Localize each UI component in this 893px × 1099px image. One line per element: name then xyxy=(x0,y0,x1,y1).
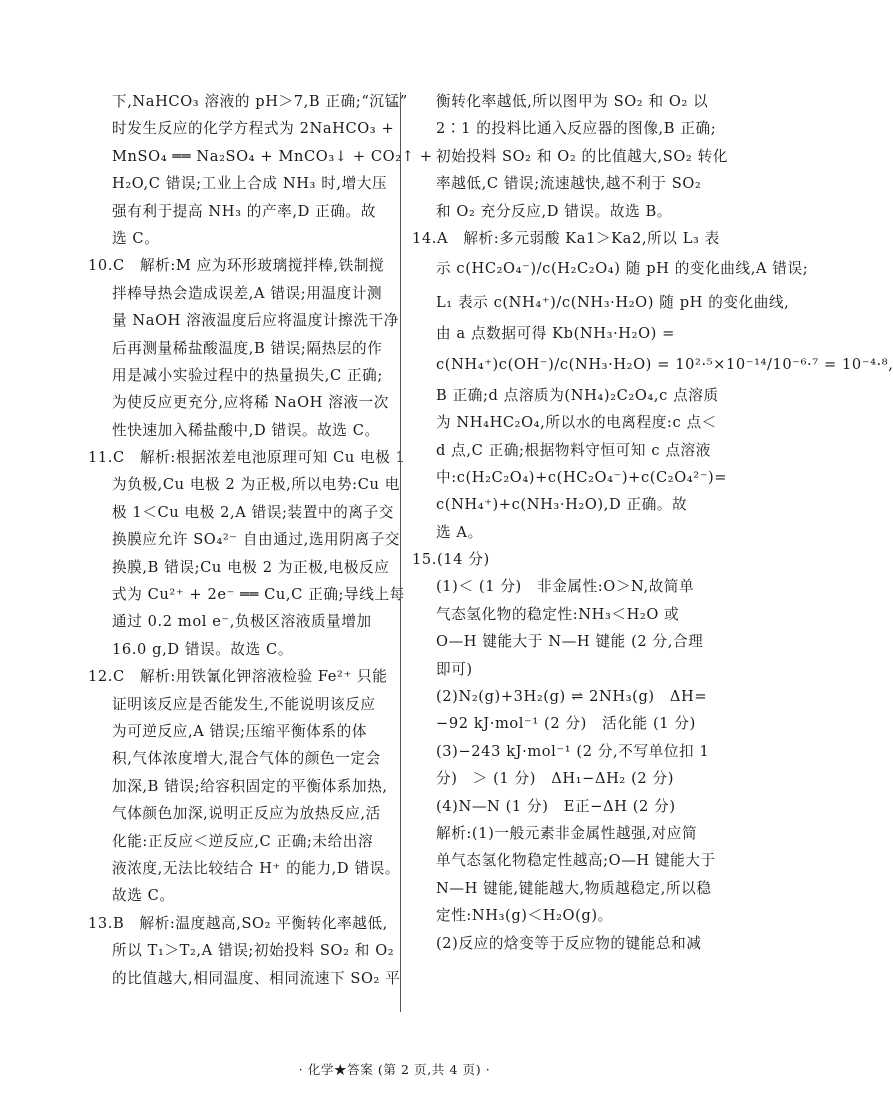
text-line: 强有利于提高 NH₃ 的产率,D 正确。故 xyxy=(112,202,376,220)
text-line: 衡转化率越低,所以图甲为 SO₂ 和 O₂ 以 xyxy=(436,93,709,110)
text-line: L₁ 表示 c(NH₄⁺)/c(NH₃·H₂O) 随 pH 的变化曲线, xyxy=(436,294,790,312)
text-line: 12.C 解析:用铁氰化钾溶液检验 Fe²⁺ 只能 xyxy=(88,668,388,686)
text-line: 14.A 解析:多元弱酸 Ka1＞Ka2,所以 L₃ 表 xyxy=(412,229,720,247)
right-column xyxy=(412,88,893,957)
text-line: c(NH₄⁺)c(OH⁻)/c(NH₃·H₂O) = 10²·⁵×10⁻¹⁴/10⁻⁶·⁷ = 10⁻⁴·⁸, xyxy=(436,355,893,373)
text-line: 选 C。 xyxy=(112,229,160,247)
text-line: 用是减小实验过程中的热量损失,C 正确; xyxy=(112,366,383,384)
text-line: −92 kJ·mol⁻¹ (2 分) 活化能 (1 分) xyxy=(436,715,696,733)
text-line: 换膜,B 错误;Cu 电极 2 为正极,电极反应 xyxy=(112,558,390,576)
text-line: B 正确;d 点溶质为(NH₄)₂C₂O₄,c 点溶质 xyxy=(436,386,719,404)
text-line: 选 A。 xyxy=(436,523,483,541)
text-line: 2∶1 的投料比通入反应器的图像,B 正确; xyxy=(436,120,717,138)
text-line: 单气态氢化物稳定性越高;O—H 键能大于 xyxy=(436,852,716,870)
text-line: 积,气体浓度增大,混合气体的颜色一定会 xyxy=(112,750,381,768)
text-line: 为 NH₄HC₂O₄,所以水的电离程度:c 点＜ xyxy=(436,414,717,432)
text-line: 量 NaOH 溶液温度后应将温度计擦洗干净 xyxy=(112,312,399,330)
text-line: 由 a 点数据可得 Kb(NH₃·H₂O) = xyxy=(436,325,676,343)
text-line: (2)N₂(g)+3H₂(g) ⇌ 2NH₃(g) ΔH= xyxy=(436,688,708,706)
text-line: (1)＜ (1 分) 非金属性:O＞N,故简单 xyxy=(436,578,695,596)
text-line: 式为 Cu²⁺ + 2e⁻ ══ Cu,C 正确;导线上每 xyxy=(112,586,405,604)
text-line: 分) ＞ (1 分) ΔH₁−ΔH₂ (2 分) xyxy=(436,770,675,788)
text-line: MnSO₄ ══ Na₂SO₄ + MnCO₃↓ + CO₂↑ + xyxy=(112,147,433,165)
column-divider xyxy=(400,92,401,1012)
text-line: 13.B 解析:温度越高,SO₂ 平衡转化率越低, xyxy=(88,914,388,932)
text-line: 中:c(H₂C₂O₄)+c(HC₂O₄⁻)+c(C₂O₄²⁻)= xyxy=(436,468,728,486)
text-line: 拌棒导热会造成误差,A 错误;用温度计测 xyxy=(112,284,383,302)
page-footer: · 化学★答案 (第 2 页,共 4 页) · xyxy=(298,1062,491,1077)
text-line: 和 O₂ 充分反应,D 错误。故选 B。 xyxy=(436,202,672,220)
text-line: c(NH₄⁺)+c(NH₃·H₂O),D 正确。故 xyxy=(436,496,688,514)
text-line: (3)−243 kJ·mol⁻¹ (2 分,不写单位扣 1 xyxy=(436,742,710,760)
text-line: 示 c(HC₂O₄⁻)/c(H₂C₂O₄) 随 pH 的变化曲线,A 错误; xyxy=(436,260,809,278)
text-line: 化能:正反应＜逆反应,C 正确;未给出溶 xyxy=(112,832,374,850)
text-line: 故选 C。 xyxy=(112,887,175,905)
text-line: 换膜应允许 SO₄²⁻ 自由通过,选用阴离子交 xyxy=(112,531,400,549)
text-line: O—H 键能大于 N—H 键能 (2 分,合理 xyxy=(436,633,704,651)
text-line: 极 1＜Cu 电极 2,A 错误;装置中的离子交 xyxy=(112,503,394,521)
text-line: 后再测量稀盐酸温度,B 错误;隔热层的作 xyxy=(112,339,383,357)
text-line: 证明该反应是否能发生,不能说明该反应 xyxy=(112,695,376,713)
text-line: 率越低,C 错误;流速越快,越不利于 SO₂ xyxy=(436,175,702,193)
text-line: 气体颜色加深,说明正反应为放热反应,活 xyxy=(112,805,381,823)
text-line: 11.C 解析:根据浓差电池原理可知 Cu 电极 1 xyxy=(88,449,406,467)
text-line: 为可逆反应,A 错误;压缩平衡体系的体 xyxy=(112,722,368,740)
text-line: 定性:NH₃(g)＜H₂O(g)。 xyxy=(436,907,613,925)
text-line: 为负极,Cu 电极 2 为正极,所以电势:Cu 电 xyxy=(112,476,400,494)
text-line: N—H 键能,键能越大,物质越稳定,所以稳 xyxy=(436,879,712,897)
text-line: 初始投料 SO₂ 和 O₂ 的比值越大,SO₂ 转化 xyxy=(436,147,728,165)
text-line: 解析:(1)一般元素非金属性越强,对应简 xyxy=(436,824,698,842)
text-line: 的比值越大,相同温度、相同流速下 SO₂ 平 xyxy=(112,969,401,987)
text-line: 下,NaHCO₃ 溶液的 pH＞7,B 正确;“沉锰” xyxy=(112,93,408,110)
text-line: 10.C 解析:M 应为环形玻璃搅拌棒,铁制搅 xyxy=(88,257,385,275)
text-line: 液浓度,无法比较结合 H⁺ 的能力,D 错误。 xyxy=(112,859,401,877)
text-line: 16.0 g,D 错误。故选 C。 xyxy=(112,640,294,658)
text-line: 通过 0.2 mol e⁻,负极区溶液质量增加 xyxy=(112,613,372,631)
text-line: 所以 T₁＞T₂,A 错误;初始投料 SO₂ 和 O₂ xyxy=(112,942,395,960)
text-line: (2)反应的焓变等于反应物的键能总和减 xyxy=(436,934,702,952)
text-line: (4)N—N (1 分) E正−ΔH (2 分) xyxy=(436,797,676,815)
text-line: d 点,C 正确;根据物料守恒可知 c 点溶液 xyxy=(436,441,711,459)
text-line: 加深,B 错误;给容积固定的平衡体系加热, xyxy=(112,777,388,795)
left-column xyxy=(88,88,433,992)
text-line: 气态氢化物的稳定性:NH₃＜H₂O 或 xyxy=(436,605,680,623)
text-line: 性快速加入稀盐酸中,D 错误。故选 C。 xyxy=(112,421,380,439)
text-line: 为使反应更充分,应将稀 NaOH 溶液一次 xyxy=(112,394,389,412)
text-line: H₂O,C 错误;工业上合成 NH₃ 时,增大压 xyxy=(112,175,388,193)
text-line: 15.(14 分) xyxy=(412,551,490,569)
text-line: 时发生反应的化学方程式为 2NaHCO₃ + xyxy=(112,120,395,138)
text-line: 即可) xyxy=(436,660,473,678)
